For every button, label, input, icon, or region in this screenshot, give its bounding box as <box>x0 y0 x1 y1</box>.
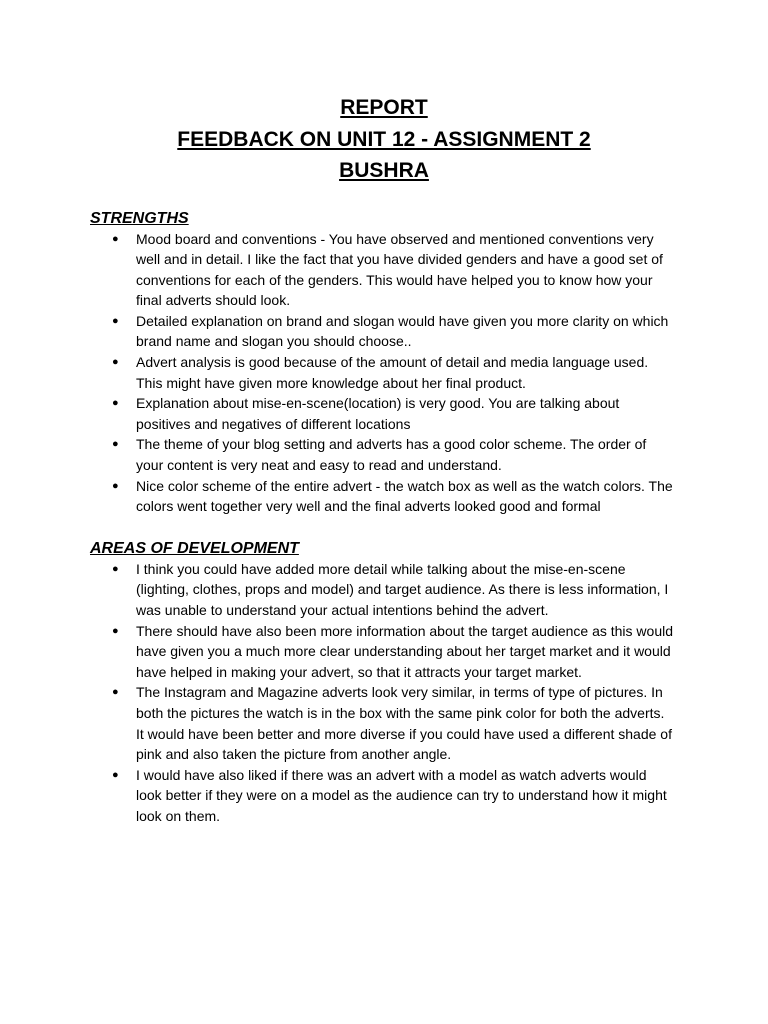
bullet-icon: ● <box>112 686 119 699</box>
development-heading: AREAS OF DEVELOPMENT <box>90 539 299 557</box>
list-item-text: Detailed explanation on brand and slogan would have given you more clarity on which brand name and slogan you should choose.. <box>136 312 669 350</box>
list-item <box>90 559 676 621</box>
report-subtitle: FEEDBACK ON UNIT 12 - ASSIGNMENT 2 <box>177 127 591 151</box>
list-item-text: I think you could have added more detail while talking about the mise-en-scene (lighting, clothes, props and model) and target audience. As there is less information, I was unable to understand your actual intentions behind the advert. <box>136 560 669 618</box>
list-item-text: The theme of your blog setting and adverts has a good color scheme. The order of your content is very neat and easy to read and understand. <box>136 436 647 474</box>
list-item <box>90 621 676 683</box>
list-item <box>90 311 676 352</box>
list-item-text: Explanation about mise-en-scene(location) is very good. You are talking about positives and negatives of different locations <box>136 395 620 432</box>
strengths-section <box>90 209 676 517</box>
list-item <box>90 682 676 764</box>
list-item-text: There should have also been more information about the target audience as this would have given you a much more clear understanding about her target market and it would have helped in making your advert, so that it attracts your target market. <box>136 622 674 680</box>
strengths-list <box>90 229 676 517</box>
list-item <box>90 434 676 475</box>
bullet-icon: ● <box>112 479 119 492</box>
report-student-name: BUSHRA <box>339 159 429 182</box>
bullet-icon: ● <box>112 356 119 369</box>
bullet-icon: ● <box>112 438 119 451</box>
bullet-icon: ● <box>112 314 119 327</box>
bullet-icon: ● <box>112 232 119 245</box>
bullet-icon: ● <box>112 624 119 637</box>
list-item-text: Nice color scheme of the entire advert - the watch box as well as the watch colors. The colors went together very well and the final adverts looked good and formal <box>136 477 673 515</box>
report-title-block <box>92 92 676 187</box>
list-item-text: Advert analysis is good because of the amount of detail and media language used. This might have given more knowledge about her final product. <box>136 354 649 391</box>
list-item-text: The Instagram and Magazine adverts look very similar, in terms of type of pictures. In both the pictures the watch is in the box with the same pink color for both the adverts. It would have been better and more diverse if you could have used a different shade of pink and also taken the picture from another angle. <box>136 684 672 763</box>
bullet-icon: ● <box>112 562 119 575</box>
development-list <box>90 559 676 827</box>
list-item <box>90 229 676 311</box>
strengths-heading: STRENGTHS <box>90 209 189 227</box>
list-item <box>90 476 676 517</box>
bullet-icon: ● <box>112 397 119 410</box>
list-item-text: Mood board and conventions - You have observed and mentioned conventions very well and in detail. I like the fact that you have divided genders and have a good set of conventions for each of the genders. This would have helped you to know how your final adverts should look. <box>136 230 663 309</box>
list-item-text: I would have also liked if there was an advert with a model as watch adverts would look better if they were on a model as the audience can try to understand how it might look on them. <box>136 766 667 824</box>
list-item <box>90 393 676 434</box>
bullet-icon: ● <box>112 768 119 781</box>
report-title: REPORT <box>340 96 428 119</box>
list-item <box>90 352 676 393</box>
areas-of-development-section <box>90 539 676 827</box>
list-item <box>90 765 676 827</box>
